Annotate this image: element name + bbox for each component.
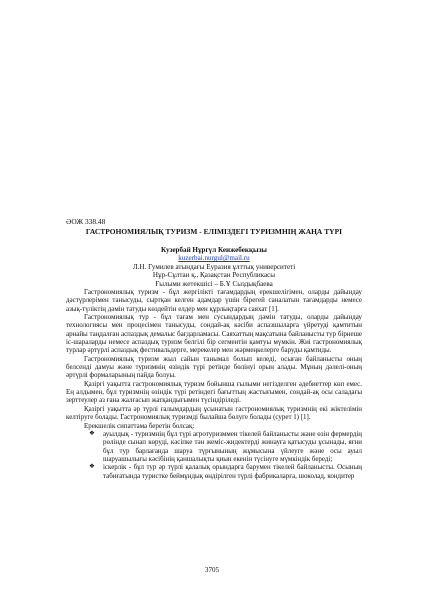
author-email-link[interactable]: kuzerbai.nurgul@mail.ru [178, 254, 250, 263]
paragraph-1: Гастрономиялық туризм - бұл жергілікті тағамдардың ерекшелігімен, оларды дайындау дәстүрлерімен танысуды, сыртқан келген адамдар үшін бірегей саналатын тағамдарды немесе азық-түліктің дәмін татуды көздейтін елдер мен құрлықтарға саяхат [1]. [66, 288, 362, 313]
article-title: ГАСТРОНОМИЯЛЫҚ ТУРИЗМ - ЕЛІМІЗДЕГІ ТУРИЗМНІҢ ЖАҢА ТҮРІ [85, 227, 343, 236]
article-body [66, 288, 362, 480]
page-number: 3705 [204, 566, 220, 574]
city: Нұр-Сұлтан қ., Қазақстан Республикасы [152, 271, 276, 280]
list-item [66, 463, 362, 480]
list-item [66, 430, 362, 463]
paragraph-6: Ерекшелік сипаттама беретін болсақ: [84, 421, 195, 430]
author-name: Кузербай Нұргүл Кенжебекқызы [161, 246, 267, 254]
supervisor: Ғылыми жетекшісі – Б.Ұ Сыздықбаева [155, 279, 273, 288]
paragraph-4: Қазіргі уақытта гастрономиялық туризм бойынша ғылыми негізделген әдебиеттер көп емес. Ең алдымен, бұл туризмнің өзіндік түрі ретіндегі бағыттың жастығымен, сондай-ақ осы саладағы зерттеулер аз ғана жалғасып жатқандығымен түсіндіріледі. [66, 379, 362, 405]
bullet-list [66, 430, 362, 480]
author-block [66, 246, 362, 288]
udc-code: ӘОЖ 338.48 [66, 217, 106, 226]
paragraph-5: Қазіргі уақытта әр түрлі ғалымдардың ұсынатын гастрономиялық туризмнің екі жіктелімін келтіруге болады. Гастрономиялық туризмді былайша бөлуге болады (сурет 1) [1]. [66, 404, 362, 422]
bullet-diamond-icon: ❖ [89, 463, 95, 471]
list-item-text: ауылдық - туризмнің бұл түрі агротуризммен тікелей байланысты және өзін фермердің рөлінде сынап көруді, кәсіпке тән жеміс-жидектерді жинауға қатысуды ұсынады, яғни бұл тур барлағанда шаруа түрғынының жұмысына үйлеуге және осы ауыл шаруашылығы кәсібінің қаншалықты қиын екенін түсінуге мүмкіндік береді; [103, 429, 362, 463]
paragraph-3: Гастрономиялық туризм жыл сайын танымал болып келеді, осыған байланысты оның белсенді дамуы және туризмнің өзіндік түрі ретінде бөлінуі орын алады. Мұның дәлелі-оның әртүрлі формаларының пайда болуы. [66, 354, 362, 380]
author-email-line [66, 254, 362, 262]
list-item-text: іскерлік - бұл тур әр түрлі қалалық орындарға барумен тікелей байланысты. Осының табиғатында туристке беймұндық өндірілген түрлі фабрикаларға, шоколад, кондитер [103, 463, 362, 480]
university: Л.Н. Гумилев атындағы Еуразия ұлттық университеті [132, 262, 296, 271]
bullet-diamond-icon: ❖ [89, 429, 95, 437]
paragraph-2: Гастрономиялық тур - бұл тағам мен сусындардың дәмін татуды, оларды дайындау технологиясы мен процесімен танысуды, сондай-ақ кәсіби аспазшыларға үйретуді қамтитын арнайы таңдалған аспаздық демалыс бағдарламасы. Саяхаттың мақсатына байланысты тур бірнеше іс-шараларды немесе аспаздық туризм белгілі бір сегментін қамтуы мүмкін. Жиі гастрономиялық турлар әртүрлі аспаздық фестивальдерге, мерекелер мен жәрмеңкелерге баруды қамтиды. [66, 313, 362, 355]
